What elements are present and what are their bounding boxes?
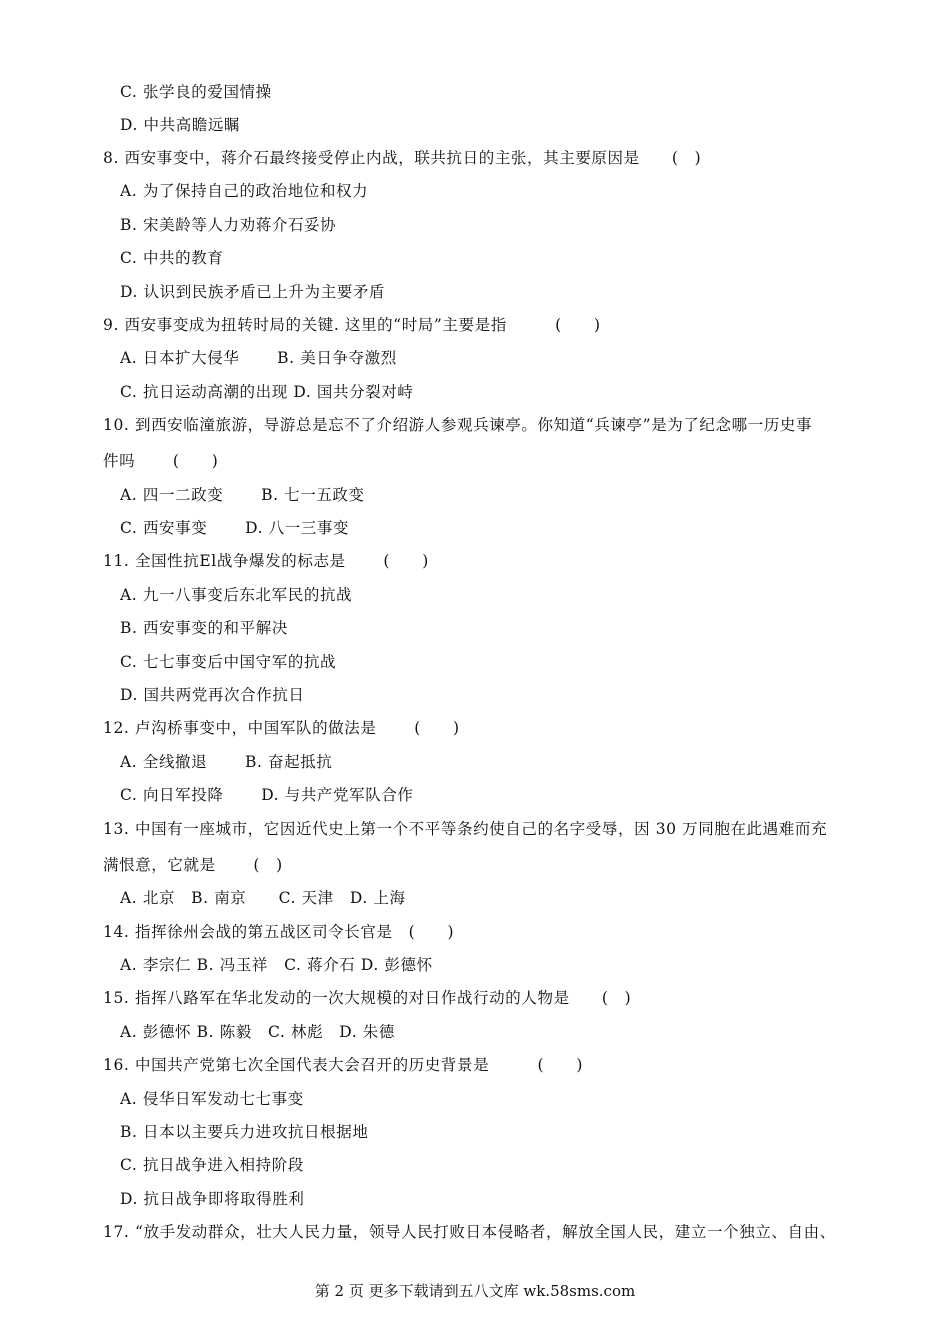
q9-options-cd: C. 抗日运动高潮的出现 D. 国共分裂对峙 bbox=[120, 383, 414, 401]
q7-option-d: D. 中共高瞻远瞩 bbox=[120, 116, 241, 134]
question-17: 17. “放手发动群众，壮大人民力量，领导人民打败日本侵略者，解放全国人民，建立一个独立、自由、 bbox=[103, 1223, 836, 1241]
q16-option-d: D. 抗日战争即将取得胜利 bbox=[120, 1190, 305, 1208]
q16-option-a: A. 侵华日军发动七七事变 bbox=[120, 1090, 304, 1108]
q13-options: A. 北京 B. 南京 C. 天津 D. 上海 bbox=[120, 889, 406, 907]
question-16: 16. 中国共产党第七次全国代表大会召开的历史背景是 ( ) bbox=[103, 1056, 583, 1074]
q11-option-c: C. 七七事变后中国守军的抗战 bbox=[120, 653, 337, 671]
page-footer: 第 2 页 更多下载请到五八文库 wk.58sms.com bbox=[314, 1282, 636, 1300]
q16-option-c: C. 抗日战争进入相持阶段 bbox=[120, 1156, 304, 1174]
q16-option-b: B. 日本以主要兵力进攻抗日根据地 bbox=[120, 1123, 369, 1141]
question-9: 9. 西安事变成为扭转时局的关键. 这里的“时局”主要是指 ( ) bbox=[103, 316, 601, 334]
q11-option-a: A. 九一八事变后东北军民的抗战 bbox=[120, 586, 353, 604]
question-15: 15. 指挥八路军在华北发动的一次大规模的对日作战行动的人物是 ( ) bbox=[103, 989, 632, 1007]
q12-options-cd: C. 向日军投降 D. 与共产党军队合作 bbox=[120, 786, 414, 804]
q11-option-d: D. 国共两党再次合作抗日 bbox=[120, 686, 305, 704]
question-13: 13. 中国有一座城市，它因近代史上第一个不平等条约使自己的名字受辱，因 30 万同胞在此遇难而充 bbox=[103, 820, 828, 838]
q10-options-cd: C. 西安事变 D. 八一三事变 bbox=[120, 519, 350, 537]
question-11: 11. 全国性抗El战争爆发的标志是 ( ) bbox=[103, 552, 429, 570]
question-12: 12. 卢沟桥事变中，中国军队的做法是 ( ) bbox=[103, 719, 460, 737]
q8-option-c: C. 中共的教育 bbox=[120, 249, 224, 267]
q11-option-b: B. 西安事变的和平解决 bbox=[120, 619, 288, 637]
question-13-cont: 满恨意，它就是 ( ) bbox=[103, 856, 283, 874]
q8-option-a: A. 为了保持自己的政治地位和权力 bbox=[120, 182, 369, 200]
q10-options-ab: A. 四一二政变 B. 七一五政变 bbox=[120, 486, 365, 504]
question-8: 8. 西安事变中，蒋介石最终接受停止内战，联共抗日的主张，其主要原因是 ( ) bbox=[103, 149, 702, 167]
question-14: 14. 指挥徐州会战的第五战区司令长官是 ( ) bbox=[103, 923, 455, 941]
q15-options: A. 彭德怀 B. 陈毅 C. 林彪 D. 朱德 bbox=[120, 1023, 396, 1041]
q7-option-c: C. 张学良的爱国情操 bbox=[120, 83, 272, 101]
q8-option-d: D. 认识到民族矛盾已上升为主要矛盾 bbox=[120, 283, 386, 301]
q12-options-ab: A. 全线撤退 B. 奋起抵抗 bbox=[120, 753, 333, 771]
question-10: 10. 到西安临潼旅游，导游总是忘不了介绍游人参观兵谏亭。你知道“兵谏亭”是为了纪念哪一历史事 bbox=[103, 416, 813, 434]
q14-options: A. 李宗仁 B. 冯玉祥 C. 蒋介石 D. 彭德怀 bbox=[120, 956, 433, 974]
q9-options-ab: A. 日本扩大侵华 B. 美日争夺激烈 bbox=[120, 349, 397, 367]
question-10-cont: 件吗 ( ) bbox=[103, 452, 219, 470]
q8-option-b: B. 宋美龄等人力劝蒋介石妥协 bbox=[120, 216, 337, 234]
